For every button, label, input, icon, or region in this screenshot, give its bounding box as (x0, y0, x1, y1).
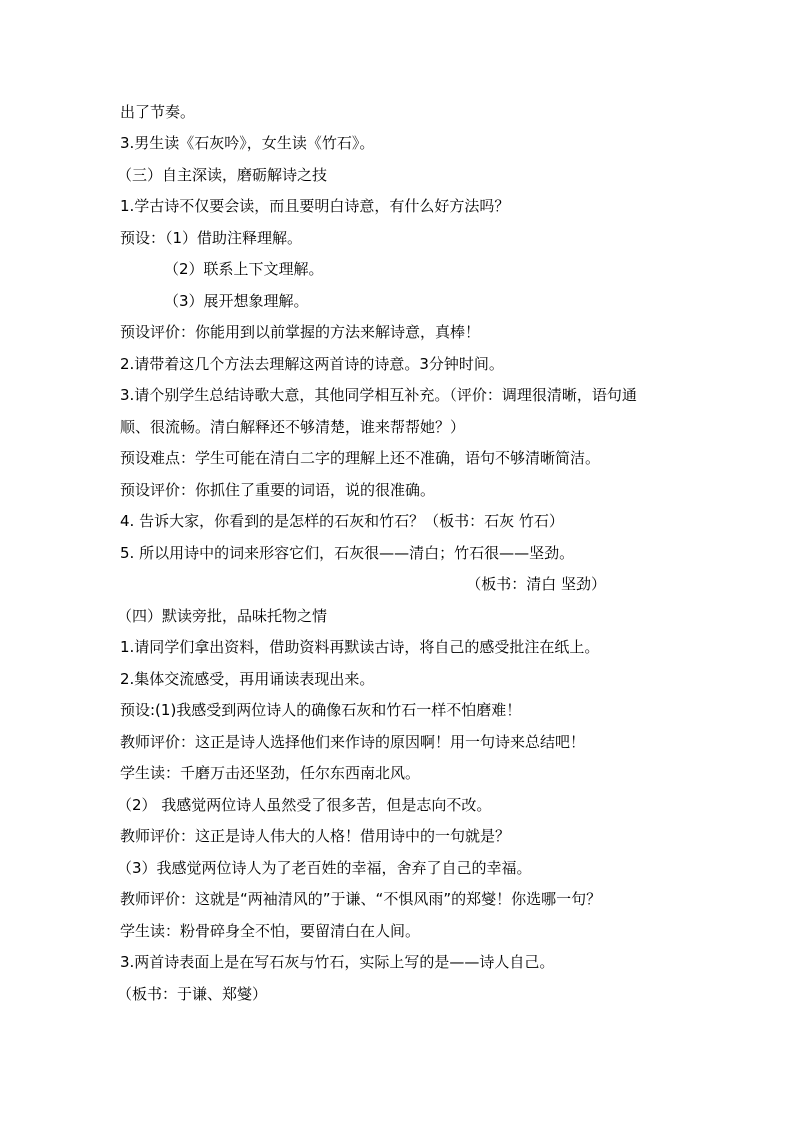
text-line: 教师评价：这正是诗人选择他们来作诗的原因啊！用一句诗来总结吧！ (120, 733, 586, 751)
text-line: 3.两首诗表面上是在写石灰与竹石，实际上写的是——诗人自己。 (120, 953, 555, 971)
text-line: 5. 所以用诗中的词来形容它们，石灰很——清白；竹石很——坚劲。 (120, 544, 575, 562)
text-line: 预设:(1)我感受到两位诗人的确像石灰和竹石一样不怕磨难！ (120, 701, 522, 719)
text-line: 学生读：粉骨碎身全不怕，要留清白在人间。 (120, 922, 421, 940)
text-line: 1.请同学们拿出资料，借助资料再默读古诗，将自己的感受批注在纸上。 (120, 638, 600, 656)
text-line: 预设评价：你抓住了重要的词语，说的很准确。 (120, 481, 436, 499)
text-line: 教师评价：这就是“两袖清风的”于谦、“不惧风雨”的郑燮！你选哪一句？ (120, 890, 602, 908)
text-line: 学生读：千磨万击还坚劲，任尔东西南北风。 (120, 764, 421, 782)
text-line: 预设：（1）借助注释理解。 (120, 229, 303, 247)
text-line: 4. 告诉大家，你看到的是怎样的石灰和竹石？（板书：石灰 竹石） (120, 512, 564, 530)
text-line: 2.集体交流感受，再用诵读表现出来。 (120, 670, 375, 688)
text-line: 3.男生读《石灰吟》，女生读《竹石》。 (120, 134, 375, 152)
text-line: （2）联系上下文理解。 (164, 260, 324, 278)
board-note: （板书：清白 坚劲） (466, 575, 606, 593)
text-line: （3）我感觉两位诗人为了老百姓的幸福，舍弃了自己的幸福。 (117, 859, 532, 877)
text-line: 预设难点：学生可能在清白二字的理解上还不准确，语句不够清晰简洁。 (120, 449, 601, 467)
section-heading-4: （四）默读旁批，品味托物之情 (117, 607, 328, 625)
text-line: 教师评价：这正是诗人伟大的人格！借用诗中的一句就是？ (120, 827, 511, 845)
text-line: 3.请个别学生总结诗歌大意，其他同学相互补充。（评价：调理很清晰，语句通 (120, 386, 637, 404)
text-line: 1.学古诗不仅要会读，而且要明白诗意，有什么好方法吗？ (120, 197, 510, 215)
text-line: （3）展开想象理解。 (164, 292, 309, 310)
text-line: 顺、很流畅。清白解释还不够清楚，谁来帮帮她？） (120, 418, 466, 436)
board-note: （板书：于谦、郑燮） (117, 985, 268, 1003)
text-line: 出了节奏。 (120, 103, 196, 121)
text-line: 预设评价：你能用到以前掌握的方法来解诗意，真棒！ (120, 323, 481, 341)
text-line: 2.请带着这几个方法去理解这两首诗的诗意。3分钟时间。 (120, 355, 504, 373)
text-line: （2） 我感觉两位诗人虽然受了很多苦，但是志向不改。 (117, 796, 492, 814)
section-heading-3: （三）自主深读，磨砺解诗之技 (117, 166, 328, 184)
